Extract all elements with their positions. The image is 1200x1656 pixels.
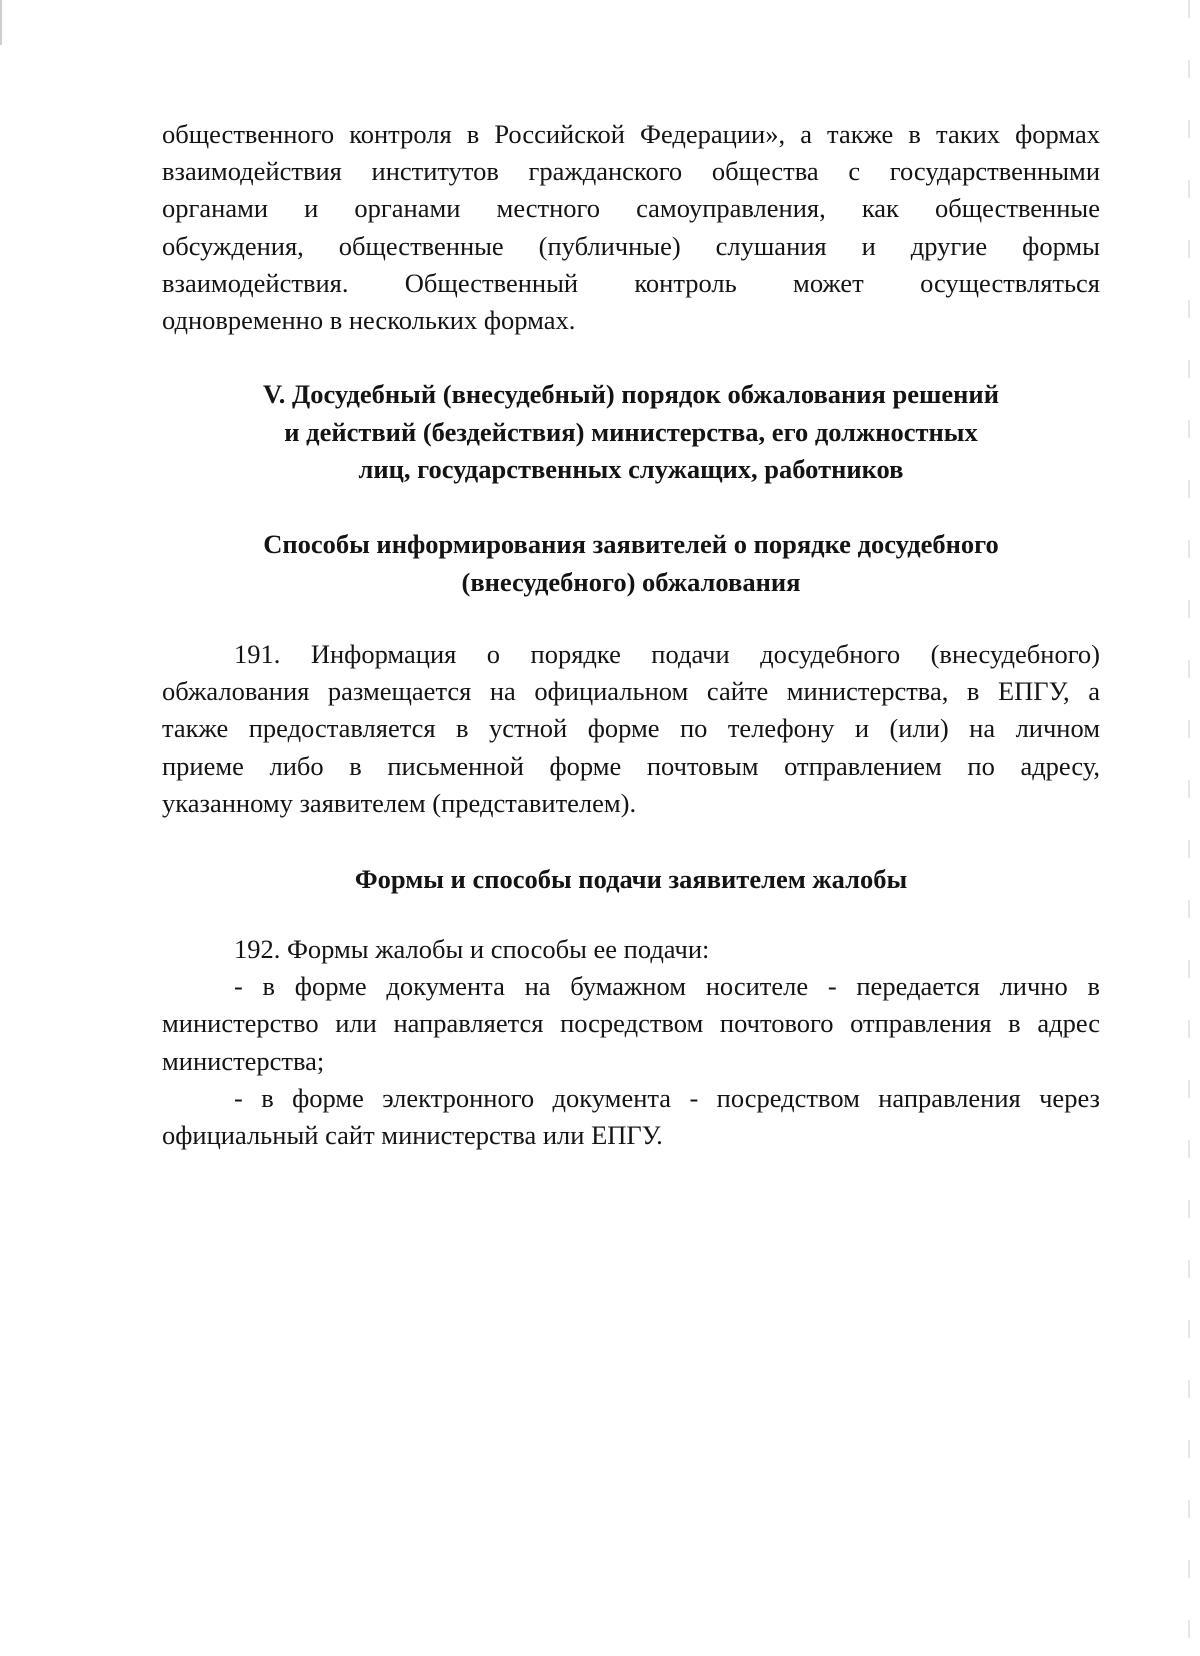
subheading-informing-line-2: (внесудебного) обжалования [461,566,801,597]
p192-paper-line-2: министерство или направляется посредством почтового отправления в адрес [162,1008,1100,1039]
p191-line-3: также предоставляется в устной форме по телефону и (или) на личном [162,713,1100,744]
intro-line-1: общественного контроля в Российской Федерации», а также в таких формах [162,119,1100,149]
paragraph-191 [162,636,1100,822]
p192-electronic-line-2: официальный сайт министерства или ЕПГУ. [162,1119,663,1150]
p192-electronic-line-1: - в форме электронного документа - посредством направления через [234,1082,1100,1113]
intro-line-4: обсуждения, общественные (публичные) слушания и другие формы [162,230,1100,261]
section-heading-line-2: и действий (бездействия) министерства, его должностных [284,416,978,447]
subheading-informing [162,526,1100,601]
subheading-forms-text: Формы и способы подачи заявителем жалобы [354,864,908,894]
p192-paper-line-1: - в форме документа на бумажном носителе - передается лично в [234,971,1100,1002]
subheading-forms [162,861,1100,899]
p191-line-4: приеме либо в письменной форме почтовым отправлением по адресу, [162,750,1100,781]
section-heading-line-3: лиц, государственных служащих, работников [358,454,904,484]
section-heading-line-1: V. Досудебный (внесудебный) порядок обжалования решений [263,379,999,409]
p191-line-5: указанному заявителем (представителем). [162,787,637,818]
p191-line-2: обжалования размещается на официальном сайте министерства, в ЕПГУ, а [162,676,1100,707]
p191-line-1: 191. Информация о порядке подачи досудебного (внесудебного) [234,639,1100,669]
section-heading [162,376,1100,489]
intro-line-6: одновременно в нескольких формах. [162,304,576,335]
intro-line-2: взаимодействия институтов гражданского общества с государственными [162,156,1100,187]
intro-paragraph [162,116,1100,339]
intro-line-3: органами и органами местного самоуправления, как общественные [162,193,1100,224]
p192-paper-line-3: министерства; [162,1045,325,1076]
paragraph-192 [162,931,1100,1154]
p192-intro: 192. Формы жалобы и способы ее подачи: [234,934,710,964]
scan-edge-left [0,0,2,1656]
scan-edge-right [1188,0,1190,1656]
subheading-informing-line-1: Способы информирования заявителей о порядке досудебного [263,529,999,559]
intro-line-5: взаимодействия. Общественный контроль может осуществляться [162,267,1100,298]
